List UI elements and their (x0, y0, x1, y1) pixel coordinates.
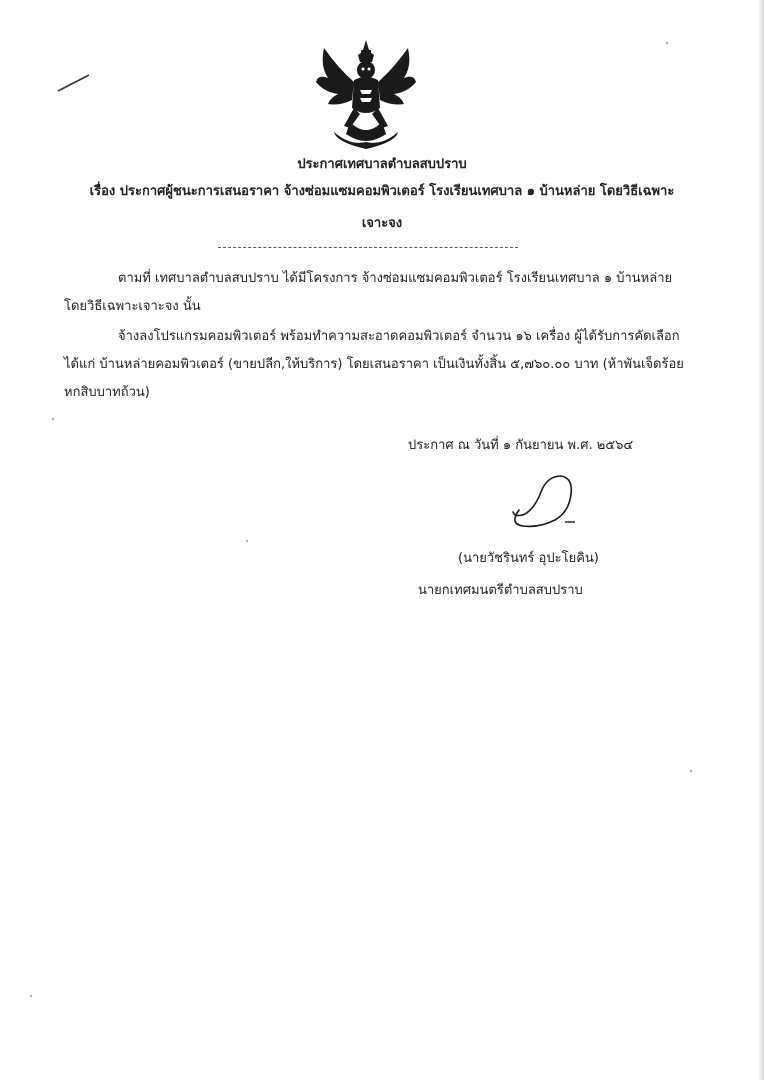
paragraph1-line2: โดยวิธีเฉพาะเจาะจง นั้น (64, 299, 201, 314)
handwritten-signature-icon (505, 470, 585, 532)
paragraph2-line1: จ้างลงโปรแกรมคอมพิวเตอร์ พร้อมทำความสะอาดคอมพิวเตอร์ จำนวน ๑๖ เครื่อง ผู้ได้รับการคัดเลือก (118, 329, 680, 344)
garuda-emblem-icon (310, 38, 422, 150)
signatory-title: นายกเทศมนตรีตำบลสบปราบ (418, 583, 583, 598)
scan-speck (30, 995, 32, 997)
scan-speck (690, 770, 692, 772)
heading-office: ประกาศเทศบาลตำบลสบปราบ (297, 157, 467, 172)
paragraph2-line2: ได้แก่ บ้านหล่ายคอมพิวเตอร์ (ขายปลีก,ให้บริการ) โดยเสนอราคา เป็นเงินทั้งสิ้น ๕,๗๖๐.๐๐ บาท (ห้าพันเจ็ดร้อย (64, 357, 684, 372)
signatory-name: (นายวัชรินทร์ อุปะโยคิน) (458, 551, 599, 566)
scan-edge-shadow (758, 0, 764, 1080)
pen-stroke-mark (56, 72, 92, 94)
paragraph1-line1: ตามที่ เทศบาลตำบลสบปราบ ได้มีโครงการ จ้างซ่อมแซมคอมพิวเตอร์ โรงเรียนเทศบาล ๑ บ้านหล่าย (118, 271, 673, 286)
heading-subject-line2: เจาะจง (361, 216, 403, 231)
paragraph2-line3: หกสิบบาทถ้วน) (64, 385, 150, 400)
scan-speck (666, 42, 668, 44)
scan-speck (52, 418, 54, 420)
heading-subject-line1: เรื่อง ประกาศผู้ชนะการเสนอราคา จ้างซ่อมแซมคอมพิวเตอร์ โรงเรียนเทศบาล ๑ บ้านหล่าย โดยวิธีเฉพาะ (89, 184, 675, 199)
scan-speck (246, 540, 248, 542)
announcement-date: ประกาศ ณ วันที่ ๑ กันยายน พ.ศ. ๒๕๖๔ (408, 438, 634, 453)
separator-rule (218, 247, 518, 248)
